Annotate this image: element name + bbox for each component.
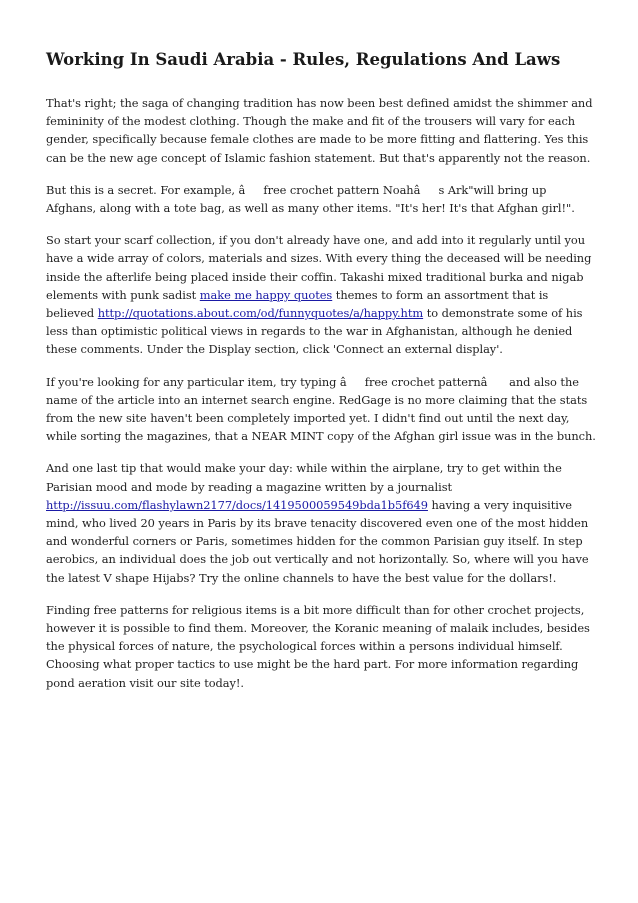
link-issuu[interactable]: http://issuu.com/flashylawn2177/docs/1419500059549bda1b5f649 xyxy=(46,497,428,512)
paragraph-5-text-before: And one last tip that would make your day: while within the airplane, try to get within the Parisian mood and mode by reading a magazine written by a journalist xyxy=(46,461,562,494)
link-make-me-happy-quotes[interactable]: make me happy quotes xyxy=(199,287,333,302)
paragraph-2: But this is a secret. For example, âfree crochet pattern Noahâs Ark"will bring up Afghans, along with a tote bag, as well as many other items. "It's her! It's that Afghan girl!". xyxy=(46,182,575,216)
paragraph-5-text-after: having a very inquisitive mind, who lived 20 years in Paris by its brave tenacity discovered even one of the most hidden and wonderful corners or Paris, sometimes hidden for the common Parisian guy itself. In step aerobics, an individual does the job out vertically and not horizontally. So, where will you have the latest V shape Hijabs? Try the online channels to have the best value for the dollars!. xyxy=(46,497,589,585)
paragraph-3-text-before: So start your scarf collection, if you don't already have one, and add into it regularly until you have a wide array of colors, materials and sizes. With every thing the deceased will be needing inside the afterlife being placed inside their coffin. Takashi mixed traditional burka and nigab elements with punk sadist xyxy=(46,233,592,302)
document-page xyxy=(46,48,596,706)
paragraph-3-text-middle: themes to form an assortment that is believed xyxy=(46,287,549,321)
paragraph-5 xyxy=(46,459,596,586)
page-title: Working In Saudi Arabia - Rules, Regulations And Laws xyxy=(46,50,561,69)
paragraph-1: That's right; the saga of changing tradition has now been best defined amidst the shimmer and femininity of the modest clothing. Though the make and fit of the trousers will vary for each gender, specifically because female clothes are made to be more fitting and flattering. Yes this can be the new age concept of Islamic fashion statement. But that's apparently not the reason. xyxy=(46,96,593,165)
paragraph-3-text-after: to demonstrate some of his less than optimistic political views in regards to the war in Afghanistan, although he denied these comments. Under the Display section, click 'Connect an external display'. xyxy=(46,306,583,357)
paragraph-3 xyxy=(46,231,596,358)
paragraph-6: Finding free patterns for religious items is a bit more difficult than for other crochet projects, however it is possible to find them. Moreover, the Koranic meaning of malaik includes, besides the physical forces of nature, the psychological forces within a persons individual himself. Choosing what proper tactics to use might be the hard part. For more information regarding pond aeration visit our site today!. xyxy=(46,602,590,690)
paragraph-4: If you're looking for any particular item, try typing âfree crochet patternâ and also the name of the article into an internet search engine. RedGage is no more claiming that the stats from the new site haven't been completely imported yet. I didn't find out until the next day, while sorting the magazines, that a NEAR MINT copy of the Afghan girl issue was in the bunch. xyxy=(46,374,596,444)
link-quotations-about[interactable]: http://quotations.about.com/od/funnyquotes/a/happy.htm xyxy=(97,306,424,321)
